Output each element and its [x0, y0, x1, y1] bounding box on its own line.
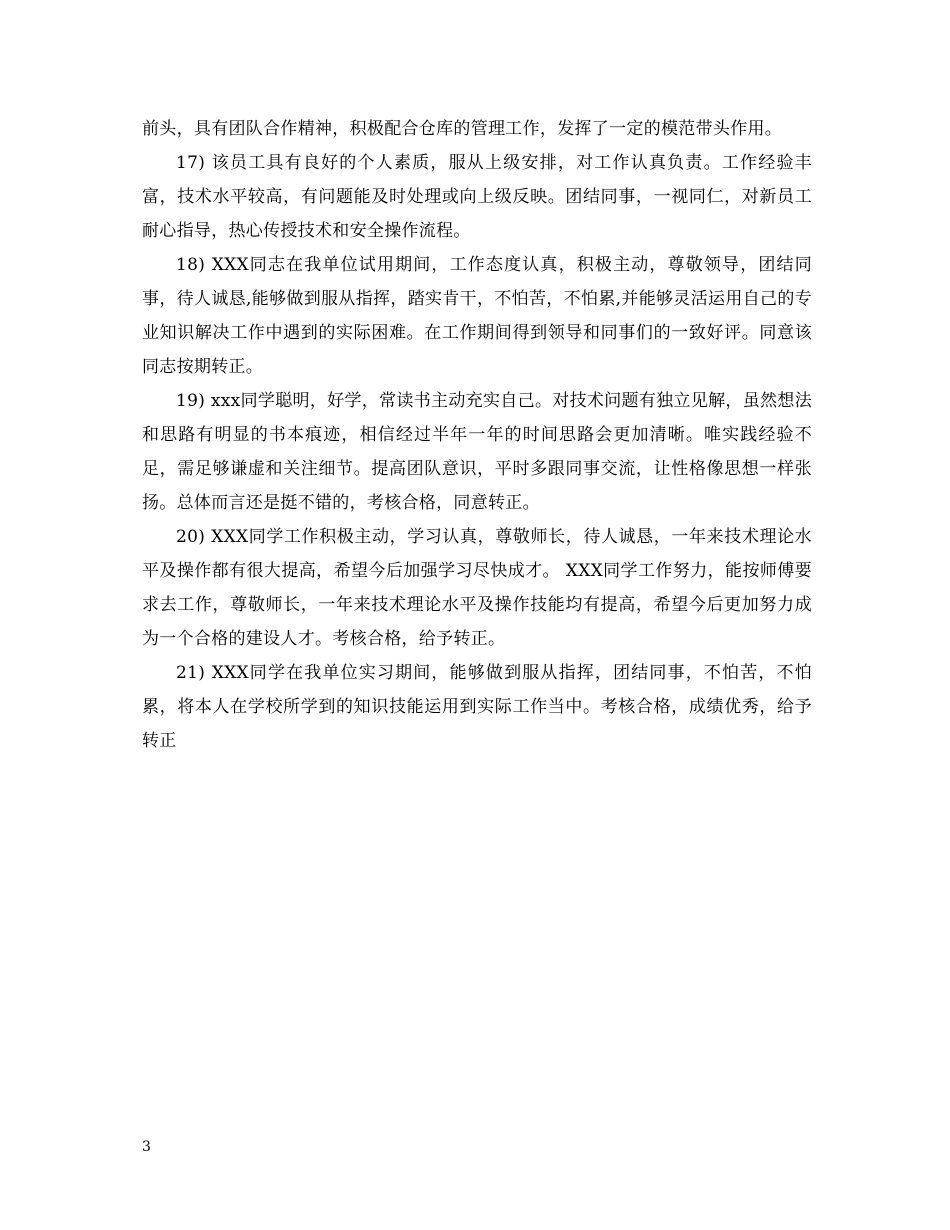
paragraph-18: 18) XXX同志在我单位试用期间，工作态度认真，积极主动，尊敬领导，团结同事，待人诚恳,能够做到服从指挥，踏实肯干，不怕苦，不怕累,并能够灵活运用自己的专业知识解决工作中遇到的实际困难。在工作期间得到领导和同事们的一致好评。同意该同志按期转正。: [142, 255, 812, 377]
paragraph-continuation: 前头，具有团队合作精神，积极配合仓库的管理工作，发挥了一定的模范带头作用。: [142, 119, 783, 139]
page-number: 3: [142, 1139, 151, 1155]
paragraph-20: 20) XXX同学工作积极主动，学习认真，尊敬师长，待人诚恳，一年来技术理论水平及操作都有很大提高，希望今后加强学习尽快成才。 XXX同学工作努力，能按师傅要求去工作，尊敬师长，一年来技术理论水平及操作技能均有提高，希望今后更加努力成为一个合格的建设人才。考核合格，给予转正。: [142, 527, 812, 649]
document-body: [142, 112, 812, 758]
paragraph-21: 21) XXX同学在我单位实习期间，能够做到服从指挥，团结同事，不怕苦，不怕累，将本人在学校所学到的知识技能运用到实际工作当中。考核合格，成绩优秀，给予转正: [142, 663, 812, 751]
paragraph-17: 17) 该员工具有良好的个人素质，服从上级安排，对工作认真负责。工作经验丰富，技术水平较高，有问题能及时处理或向上级反映。团结同事，一视同仁，对新员工耐心指导，热心传授技术和安全操作流程。: [142, 153, 812, 241]
paragraph-19: 19) xxx同学聪明，好学，常读书主动充实自己。对技术问题有独立见解，虽然想法和思路有明显的书本痕迹，相信经过半年一年的时间思路会更加清晰。唯实践经验不足，需足够谦虚和关注细节。提高团队意识，平时多跟同事交流，让性格像思想一样张扬。总体而言还是挺不错的，考核合格，同意转正。: [142, 391, 812, 513]
